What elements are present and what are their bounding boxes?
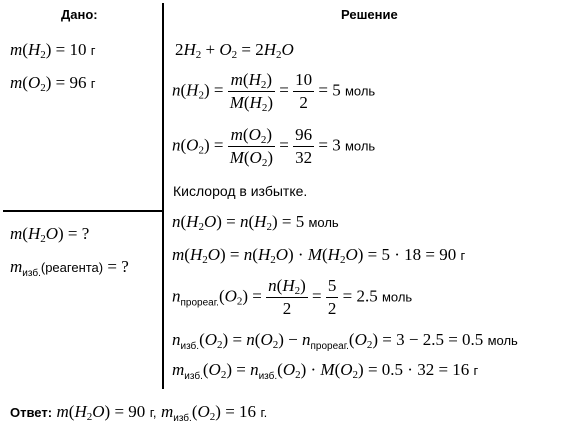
column-divider [162, 3, 164, 389]
find-mass-water: $m(H_2O)$ = ? [10, 224, 90, 245]
fraction-values: $\frac{5}{2}$ [327, 276, 337, 318]
moles-h2-calc: $n(H_2)$ = $\frac{m(H_2)}{M(H_2)}$ = $\frac{10}{2}$ = 5 моль [172, 70, 376, 114]
answer-label: Ответ: [10, 405, 53, 420]
answer-line: Ответ: $m(H_2O) = 90$ г, $m_{изб.}(O_2) = 16$ г. [10, 402, 268, 424]
fraction-values: $\frac{96}{32}$ [295, 125, 313, 167]
moles-excess-o2-calc: $n_{изб.}(O_2) = n(O_2) - n_{прореаг.}(O_2) = 3 - 2.5 = 0.5$ моль [172, 330, 518, 352]
mass-excess-o2-calc: $m_{изб.}(O_2) = n_{изб.}(O_2) \cdot M(O_2) = 0.5 \cdot 32 = 16$ г [172, 360, 479, 382]
excess-statement: Кислород в избытке. [173, 183, 308, 199]
given-header: Дано: [61, 7, 98, 22]
fraction-values: $\frac{10}{2}$ [295, 70, 313, 112]
given-mass-h2: $m(H_2) = 10$ г [10, 40, 96, 61]
solution-header: Решение [341, 7, 398, 22]
fraction-moles-h2-over-two: $\frac{n(H_2)}{2}$ [268, 276, 306, 318]
moles-reacted-o2-calc: $n_{прореаг.}(O_2)$ = $\frac{n(H_2)}{2}$ = $\frac{5}{2}$ = 2.5 моль [172, 276, 413, 318]
given-mass-o2: $m(O_2) = 96$ г [10, 73, 96, 94]
find-mass-excess: $m_{изб.}(реагента)$ = ? [10, 257, 129, 279]
mass-water-calc: $m(H_2O) = n(H_2O) \cdot M(H_2O) = 5 \cdot 18 = 90$ г [172, 245, 466, 266]
moles-water-calc: $n(H_2O) = n(H_2) = 5$ моль [172, 212, 339, 233]
given-find-divider [3, 210, 162, 212]
reaction-equation: $2H_2 + O_2 = 2H_2O$ [175, 40, 294, 61]
moles-o2-calc: $n(O_2)$ = $\frac{m(O_2)}{M(O_2)}$ = $\frac{96}{32}$ = 3 моль [172, 125, 376, 169]
fraction-mass-over-molar: $\frac{m(O_2)}{M(O_2)}$ [229, 125, 273, 169]
fraction-mass-over-molar: $\frac{m(H_2)}{M(H_2)}$ [229, 70, 273, 114]
